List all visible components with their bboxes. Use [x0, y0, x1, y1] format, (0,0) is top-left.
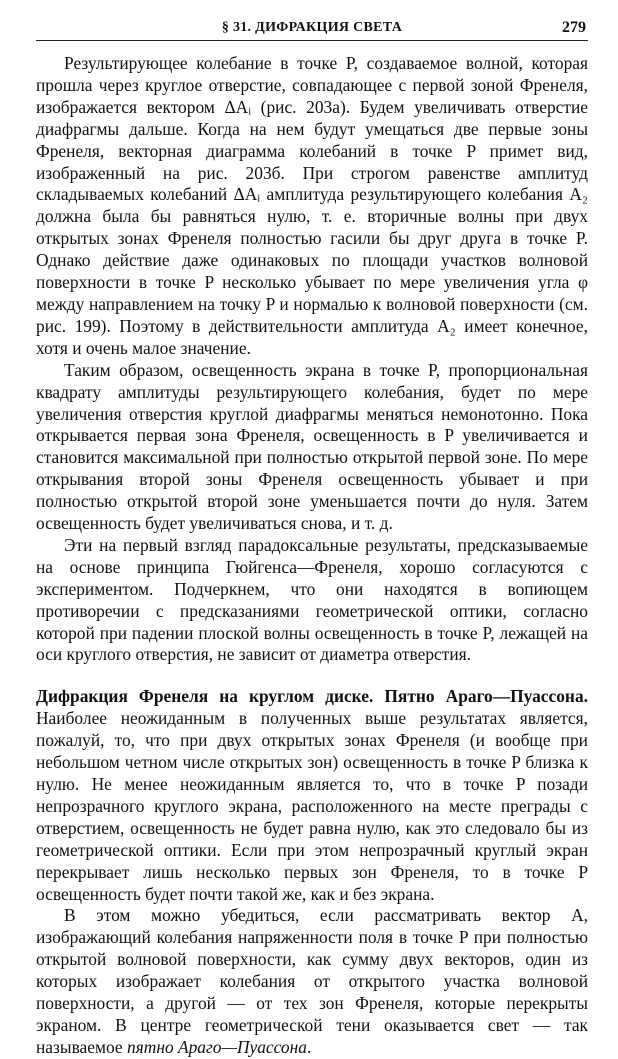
page-body — [36, 53, 588, 1059]
page-number: 279 — [562, 19, 586, 36]
final-paragraph-end: . — [306, 1036, 312, 1057]
section-text: Наиболее неожиданным в полученных выше результатах является, пожалуй, то, что при двух открытых зонах Френеля (и вообще при небольшом четном числе открытых зон) освещенность в точке P близка к нулю. Не менее неожиданным является то, что в точке P позади непрозрачного круглого экрана, расположенного на месте преграды с отверстием, освещенность не будет равна нулю, как это следовало бы из геометрической оптики. Если при этом непрозрачный круглый экран перекрывает лишь несколько первых зон Френеля, то в точке P освещенность будет почти такой же, как и без экрана. — [36, 708, 588, 904]
paragraph-2: Таким образом, освещенность экрана в точке P, пропорциональная квадрату амплитуды результирующего колебания, будет по мере увеличения отверстия круглой диафрагмы меняться немонотонно. Пока открывается первая зона Френеля, освещенность в P увеличивается и становится максимальной при полностью открытой первой зоне. По мере открывания второй зоны Френеля освещенность убывает и при полностью открытой второй зоне уменьшается почти до нуля. Затем освещенность будет увеличиваться снова, и т. д. — [36, 359, 588, 534]
paragraph-1: Результирующее колебание в точке P, создаваемое волной, которая прошла через круглое отверстие, совпадающее с первой зоной Френеля, изображается вектором ΔAᵢ (рис. 203а). Будем увеличивать отверстие диафрагмы дальше. Когда на нем будут умещаться две первые зоны Френеля, векторная диаграмма колебаний в точке P примет вид, изображенный на рис. 203б. При строгом равенстве амплитуд складываемых колебаний ΔAᵢ амплитуда результирующего колебания A₂ должна была бы равняться нулю, т. е. вторичные волны при двух открытых зонах Френеля полностью гасили бы друг друга в точке P. Однако действие даже одинаковых по площади участков волновой поверхности в точке P несколько убывает по мере увеличения угла φ между направлением на точку P и нормалью к волновой поверхности (см. рис. 199). Поэтому в действительности амплитуда A₂ имеет конечное, хотя и очень малое значение. — [36, 53, 588, 358]
chapter-title: § 31. ДИФРАКЦИЯ СВЕТА — [221, 20, 403, 35]
final-paragraph-text: В этом можно убедиться, если рассматривать вектор A, изображающий колебания напряженности поля в точке P при полностью открытой волновой поверхности, как сумму двух векторов, один из которых изображает колебания от открытого участка волновой поверхности, а другой — от тех зон Френеля, которые перекрыты экраном. В центре геометрической тени оказывается свет — так называемое — [36, 905, 588, 1057]
italic-term: пятно Араго—Пуассона — [126, 1036, 307, 1057]
paragraph-3: Эти на первый взгляд парадоксальные результаты, предсказываемые на основе принципа Гюйгенса—Френеля, хорошо согласуются с экспериментом. Подчеркнем, что они находятся в вопиющем противоречии с предсказаниями геометрической оптики, согласно которой при падении плоской волны освещенность в точке P, лежащей на оси круглого отверстия, не зависит от диаметра отверстия. — [36, 534, 588, 665]
section-heading: Дифракция Френеля на круглом диске. Пятно Араго—Пуассона. — [36, 686, 588, 707]
section-paragraph — [36, 686, 588, 905]
final-paragraph — [36, 905, 588, 1058]
running-header — [36, 12, 588, 41]
